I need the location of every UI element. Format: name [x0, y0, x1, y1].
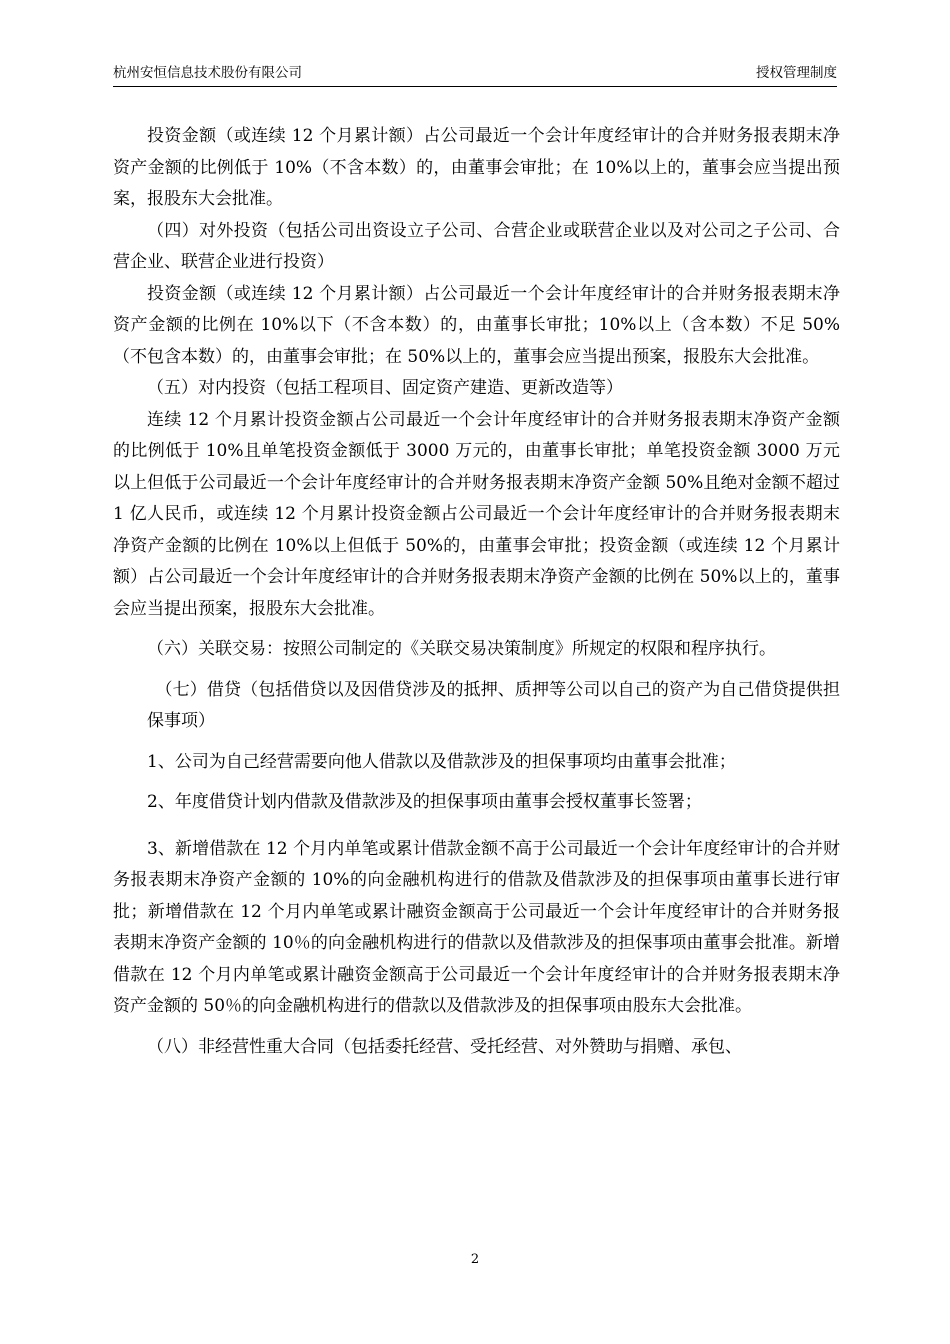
heading-borrowing: （七）借贷（包括借贷以及因借贷涉及的抵押、质押等公司以自己的资产为自己借贷提供担保事项） — [147, 679, 840, 731]
list-item-borrowing-2: 2、年度借贷计划内借款及借款涉及的担保事项由董事会授权董事长签署； — [147, 792, 702, 812]
paragraph-investment-threshold: 投资金额（或连续 12 个月累计额）占公司最近一个会计年度经审计的合并财务报表期末净资产金额的比例低于 10%（不含本数）的，由董事会审批；在 10%以上的，董事会应当提出预案，报股东大会批准。 — [113, 126, 840, 209]
paragraph-internal-investment: 连续 12 个月累计投资金额占公司最近一个会计年度经审计的合并财务报表期末净资产金额的比例低于 10%且单笔投资金额低于 3000 万元的，由董事长审批；单笔投资金额 3000 万元以上但低于公司最近一个会计年度经审计的合并财务报表期末净资产金额 50%且绝对金额不超过 1 亿人民币，或连续 12 个月累计投资金额占公司最近一个会计年度经审计的合并财务报表期末净资产金额的比例在 10%以上但低于 50%的，由董事会审批；投资金额（或连续 12 个月累计额）占公司最近一个会计年度经审计的合并财务报表期末净资产金额的比例在 50%以上的，董事会应当提出预案，报股东大会批准。 — [113, 409, 840, 619]
document-body — [113, 121, 840, 1063]
list-item-borrowing-3: 3、新增借款在 12 个月内单笔或累计借款金额不高于公司最近一个会计年度经审计的合并财务报表期末净资产金额的 10%的向金融机构进行的借款及借款涉及的担保事项由董事长进行审批；新增借款在 12 个月内单笔或累计融资金额高于公司最近一个会计年度经审计的合并财务报表期末净资产金额的 10％的向金融机构进行的借款以及借款涉及的担保事项由董事会批准。新增借款在 12 个月内单笔或累计融资金额高于公司最近一个会计年度经审计的合并财务报表期末净资产金额的 50％的向金融机构进行的借款以及借款涉及的担保事项由股东大会批准。 — [113, 838, 840, 1016]
paragraph-external-investment: 投资金额（或连续 12 个月累计额）占公司最近一个会计年度经审计的合并财务报表期末净资产金额的比例在 10%以下（不含本数）的，由董事长审批；10%以上（含本数）不足 50%（不包含本数）的，由董事会审批；在 50%以上的，董事会应当提出预案，报股东大会批准。 — [113, 283, 840, 367]
header-company-name: 杭州安恒信息技术股份有限公司 — [113, 65, 302, 81]
heading-internal-investment: （五）对内投资（包括工程项目、固定资产建造、更新改造等） — [147, 378, 623, 398]
list-item-borrowing-1: 1、公司为自己经营需要向他人借款以及借款涉及的担保事项均由董事会批准； — [147, 751, 736, 772]
paragraph-related-transactions: （六）关联交易：按照公司制定的《关联交易决策制度》所规定的权限和程序执行。 — [147, 639, 776, 659]
page-header — [113, 62, 837, 87]
heading-external-investment: （四）对外投资（包括公司出资设立子公司、合营企业或联营企业以及对公司之子公司、合营企业、联营企业进行投资） — [113, 220, 840, 272]
page-number: 2 — [470, 1252, 480, 1267]
header-document-title: 授权管理制度 — [756, 65, 837, 81]
heading-non-operating-contracts: （八）非经营性重大合同（包括委托经营、受托经营、对外赞助与捐赠、承包、 — [147, 1036, 742, 1057]
